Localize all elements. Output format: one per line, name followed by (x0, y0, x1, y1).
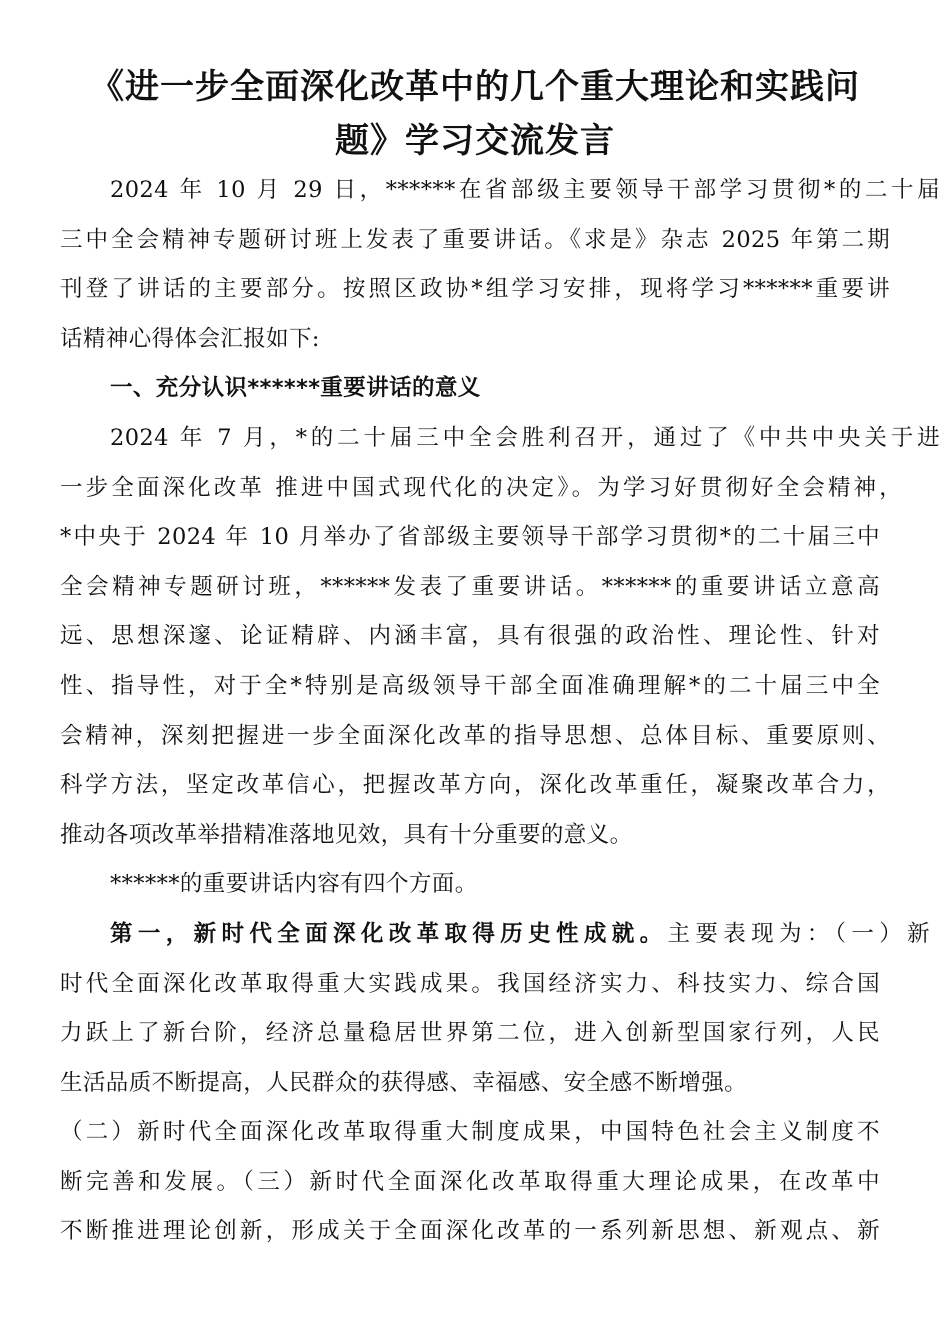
paragraph-line: 推动各项改革举措精准落地见效，具有十分重要的意义。 (60, 821, 633, 848)
paragraph-line: （二）新时代全面深化改革取得重大制度成果，中国特色社会主义制度不 (60, 1119, 880, 1146)
paragraph-line: 刊登了讲话的主要部分。按照区政协*组学习安排，现将学习******重要讲 (60, 276, 890, 303)
paragraph-line: 话精神心得体会汇报如下: (60, 325, 320, 352)
section-heading: 一、充分认识******重要讲话的意义 (110, 375, 481, 402)
paragraph-line: 性、指导性，对于全*特别是高级领导干部全面准确理解*的二十届三中全 (60, 672, 880, 699)
paragraph-line: 生活品质不断提高，人民群众的获得感、幸福感、安全感不断增强。 (60, 1069, 748, 1096)
paragraph-line: 力跃上了新台阶，经济总量稳居世界第二位，进入创新型国家行列，人民 (60, 1020, 880, 1047)
paragraph-line: 一步全面深化改革 推进中国式现代化的决定》。为学习好贯彻好全会精神， (60, 474, 902, 501)
paragraph-line: 时代全面深化改革取得重大实践成果。我国经济实力、科技实力、综合国 (60, 970, 880, 997)
document-title (60, 60, 890, 168)
paragraph-line: 2024 年 10 月 29 日，******在省部级主要领导干部学习贯彻*的二十届 (110, 177, 940, 203)
paragraph-line: ******的重要讲话内容有四个方面。 (110, 871, 478, 898)
paragraph-text: 主要表现为：（一）新 (667, 920, 930, 947)
paragraph-line: 会精神，深刻把握进一步全面深化改革的指导思想、总体目标、重要原则、 (60, 722, 890, 749)
paragraph-line: 2024 年 7 月，*的二十届三中全会胜利召开，通过了《中共中央关于进 (110, 424, 940, 451)
paragraph-line: 三中全会精神专题研讨班上发表了重要讲话。《求是》杂志 2025 年第二期 (60, 226, 890, 253)
paragraph-line: *中央于 2024 年 10 月举办了省部级主要领导干部学习贯彻*的二十届三中 (60, 524, 880, 551)
paragraph-line: 全会精神专题研讨班，******发表了重要讲话。******的重要讲话立意高 (60, 573, 880, 600)
paragraph-line (60, 910, 930, 960)
document-body (60, 166, 940, 1257)
paragraph-line: 不断推进理论创新，形成关于全面深化改革的一系列新思想、新观点、新 (60, 1218, 880, 1245)
paragraph-line: 断完善和发展。（三）新时代全面深化改革取得重大理论成果，在改革中 (60, 1168, 880, 1195)
paragraph-line: 远、思想深邃、论证精辟、内涵丰富，具有很强的政治性、理论性、针对 (60, 623, 880, 650)
title-line-2: 题》学习交流发言 (335, 121, 615, 161)
bold-lead-sentence: 第一，新时代全面深化改革取得历史性成就。 (110, 920, 668, 947)
title-line-1: 《进一步全面深化改革中的几个重大理论和实践问 (90, 67, 860, 107)
paragraph-line: 科学方法，坚定改革信心，把握改革方向，深化改革重任，凝聚改革合力， (60, 772, 890, 799)
